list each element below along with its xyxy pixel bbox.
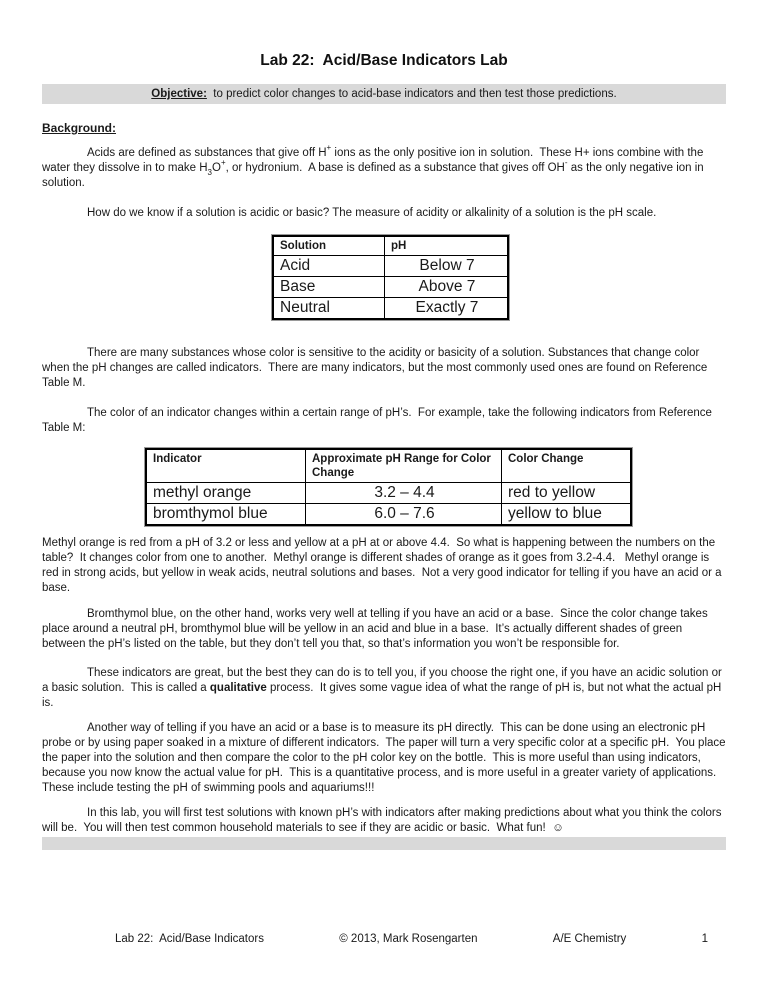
text-run: as the only negative ion in solution. — [42, 162, 707, 189]
text-run: ions as the only positive ion in solution. These H+ ions combine with the water they dissolve in to make H — [42, 147, 707, 174]
cell-solution: Base — [273, 277, 385, 298]
objective-text: to predict color changes to acid-base indicators and then test those predictions. — [206, 88, 617, 100]
text-run: Acids are defined as substances that give off H — [87, 147, 327, 159]
indicator-table — [145, 448, 632, 526]
cell-indicator: bromthymol blue — [146, 504, 306, 526]
ph-scale-table — [272, 235, 509, 320]
table-row — [273, 277, 508, 298]
cell-color-change: red to yellow — [502, 483, 632, 504]
cell-ph-range: 3.2 – 4.4 — [306, 483, 502, 504]
footer-page-number: 1 — [701, 933, 708, 945]
table-header-row — [273, 236, 508, 256]
table-row — [273, 298, 508, 320]
column-header-indicator: Indicator — [146, 449, 306, 483]
cell-color-change: yellow to blue — [502, 504, 632, 526]
paragraph-lab-overview: In this lab, you will first test solutions with known pH’s with indicators after making predictions about what you think the colors will be. You will then test common household materials to see if they are acidic or basic. What fun! ☺ — [42, 807, 725, 834]
objective-label: Objective: — [151, 88, 207, 100]
column-header-color-change: Color Change — [502, 449, 632, 483]
table-row — [146, 504, 631, 526]
bold-word-qualitative: qualitative — [209, 682, 267, 694]
superscript-plus: + — [220, 158, 226, 168]
cell-indicator: methyl orange — [146, 483, 306, 504]
text-run: , or hydronium. A base is defined as a substance that gives off OH — [225, 162, 565, 174]
page-title: Lab 22: Acid/Base Indicators Lab — [260, 52, 508, 69]
cell-ph: Below 7 — [385, 256, 509, 277]
footer-lab-title: Lab 22: Acid/Base Indicators — [115, 933, 264, 945]
text-run: process. It gives some vague idea of what the range of pH is, but not what the actual pH is. — [42, 682, 725, 709]
page-footer — [42, 933, 726, 945]
subscript-three: 3 — [207, 168, 212, 178]
footer-copyright: © 2013, Mark Rosengarten — [339, 933, 478, 945]
cell-ph-range: 6.0 – 7.6 — [306, 504, 502, 526]
paragraph-indicators-intro: There are many substances whose color is sensitive to the acidity or basicity of a solution. Substances that change color when the pH changes are called indicators. There are many indicators, but the most commonly used ones are found on Reference Table M. — [42, 347, 711, 389]
paragraph-ph-scale: How do we know if a solution is acidic or basic? The measure of acidity or alkalinity of a solution is the pH scale. — [87, 207, 657, 219]
cell-ph: Exactly 7 — [385, 298, 509, 320]
cell-ph: Above 7 — [385, 277, 509, 298]
paragraph-methyl-orange: Methyl orange is red from a pH of 3.2 or less and yellow at a pH at or above 4.4. So what is happening between the numbers on the table? It changes color from one to another. Methyl orange is different shades of orange as it goes from 3.2-4.4. Methyl orange is red in strong acids, but yellow in weak acids, neutral solutions and bases. Not a very good indicator for telling if you have an acid or a base. — [42, 537, 725, 594]
highlighted-blank-line — [42, 837, 726, 850]
text-run: These indicators are great, but the best they can do is to tell you, if you choose the right one, if you have an acidic solution or a basic solution. This is called a — [42, 667, 725, 694]
footer-course: A/E Chemistry — [552, 933, 627, 945]
paragraph-quantitative: Another way of telling if you have an acid or a base is to measure its pH directly. This can be done using an electronic pH probe or by using paper soaked in a mixture of different indicators. The paper will turn a very specific color at a specific pH. You place the paper into the solution and then compare the color to the pH color key on the bottle. This is more useful than using indicators, because you now know the actual value for pH. This is a quantitative process, and is more useful in a greater variety of applications. These include testing the pH of swimming pools and aquariums!!! — [42, 722, 729, 794]
column-header-solution: Solution — [273, 236, 385, 256]
column-header-ph-range: Approximate pH Range for Color Change — [306, 449, 502, 483]
paragraph-qualitative — [42, 666, 726, 711]
table-header-row — [146, 449, 631, 483]
table-row — [146, 483, 631, 504]
background-heading: Background: — [42, 121, 117, 135]
cell-solution: Acid — [273, 256, 385, 277]
superscript-plus: + — [326, 143, 332, 153]
paragraph-acids-bases — [42, 143, 726, 191]
paragraph-bromthymol: Bromthymol blue, on the other hand, works very well at telling if you have an acid or a base. Since the color change takes place around a neutral pH, bromthymol blue will be yellow in an acid and blue in a base. It’s actually different shades of green between the pH’s listed on the table, but they don’t tell you that, so that’s information you won’t be responsible for. — [42, 608, 711, 650]
objective-banner — [42, 84, 726, 104]
superscript-minus: - — [564, 158, 568, 168]
paragraph-range-intro: The color of an indicator changes within a certain range of pH’s. For example, take the following indicators from Reference Table M: — [42, 407, 715, 434]
table-row — [273, 256, 508, 277]
column-header-ph: pH — [385, 236, 509, 256]
text-run: O — [212, 162, 221, 174]
cell-solution: Neutral — [273, 298, 385, 320]
